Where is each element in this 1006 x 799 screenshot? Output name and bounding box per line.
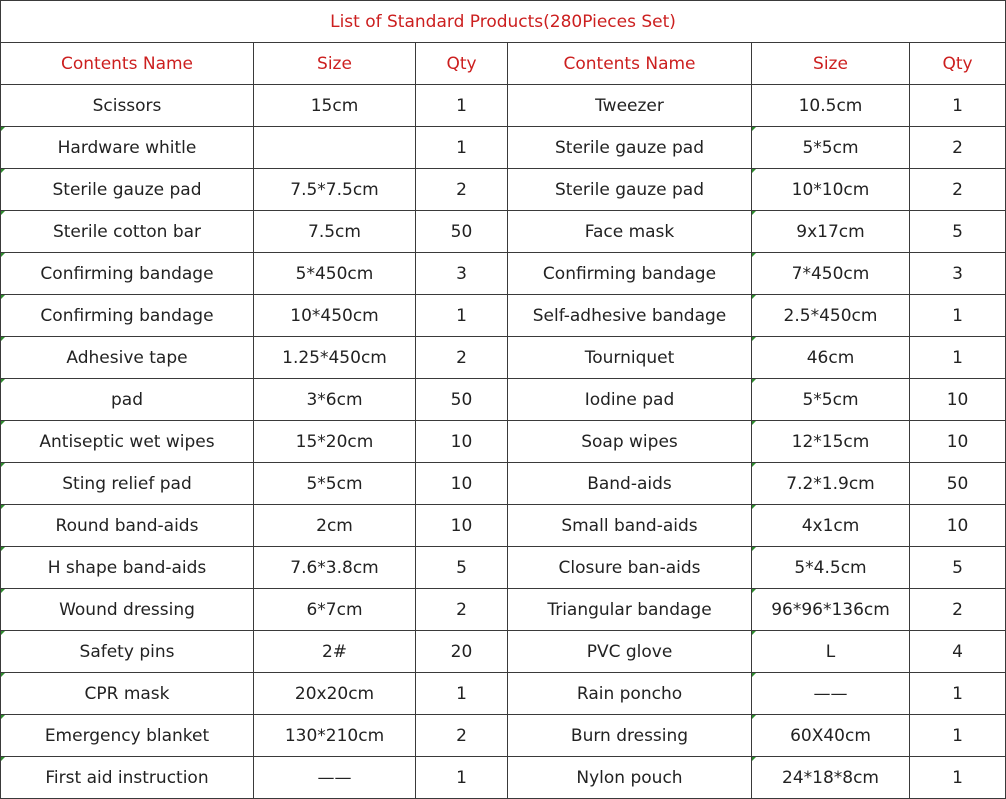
left-name-cell: Sting relief pad bbox=[1, 463, 254, 505]
table-row bbox=[1, 463, 1006, 505]
right-qty-cell: 5 bbox=[910, 547, 1006, 589]
right-qty-cell: 2 bbox=[910, 127, 1006, 169]
table-row bbox=[1, 673, 1006, 715]
table-row bbox=[1, 337, 1006, 379]
left-size-cell: 15*20cm bbox=[254, 421, 416, 463]
right-qty-cell: 2 bbox=[910, 169, 1006, 211]
left-name-cell: pad bbox=[1, 379, 254, 421]
title-row bbox=[1, 1, 1006, 43]
left-size-cell: 130*210cm bbox=[254, 715, 416, 757]
left-size-cell: 2# bbox=[254, 631, 416, 673]
table-row bbox=[1, 85, 1006, 127]
right-size-cell: 7.2*1.9cm bbox=[752, 463, 910, 505]
right-qty-cell: 10 bbox=[910, 379, 1006, 421]
right-size-cell: 96*96*136cm bbox=[752, 589, 910, 631]
table-row bbox=[1, 169, 1006, 211]
right-qty-cell: 1 bbox=[910, 337, 1006, 379]
right-qty-cell: 3 bbox=[910, 253, 1006, 295]
right-qty-cell: 1 bbox=[910, 673, 1006, 715]
left-name-cell: Sterile cotton bar bbox=[1, 211, 254, 253]
right-size-cell: 5*4.5cm bbox=[752, 547, 910, 589]
right-size-cell: 7*450cm bbox=[752, 253, 910, 295]
left-size-cell: 20x20cm bbox=[254, 673, 416, 715]
table-row bbox=[1, 253, 1006, 295]
table-row bbox=[1, 211, 1006, 253]
left-qty-cell: 1 bbox=[416, 85, 508, 127]
right-size-cell: 9x17cm bbox=[752, 211, 910, 253]
right-name-cell: Tweezer bbox=[508, 85, 752, 127]
header-contents-name-right: Contents Name bbox=[508, 43, 752, 85]
table-body bbox=[1, 1, 1006, 799]
left-name-cell: Confirming bandage bbox=[1, 253, 254, 295]
left-name-cell: Confirming bandage bbox=[1, 295, 254, 337]
left-size-cell: 10*450cm bbox=[254, 295, 416, 337]
table-row bbox=[1, 757, 1006, 799]
right-size-cell: 60X40cm bbox=[752, 715, 910, 757]
right-size-cell: 2.5*450cm bbox=[752, 295, 910, 337]
left-qty-cell: 10 bbox=[416, 505, 508, 547]
header-qty-left: Qty bbox=[416, 43, 508, 85]
right-size-cell: 12*15cm bbox=[752, 421, 910, 463]
left-qty-cell: 10 bbox=[416, 421, 508, 463]
right-size-cell: 5*5cm bbox=[752, 127, 910, 169]
left-name-cell: Hardware whitle bbox=[1, 127, 254, 169]
right-name-cell: Small band-aids bbox=[508, 505, 752, 547]
right-qty-cell: 10 bbox=[910, 505, 1006, 547]
left-name-cell: H shape band-aids bbox=[1, 547, 254, 589]
header-size-left: Size bbox=[254, 43, 416, 85]
right-name-cell: Sterile gauze pad bbox=[508, 169, 752, 211]
header-size-right: Size bbox=[752, 43, 910, 85]
right-qty-cell: 10 bbox=[910, 421, 1006, 463]
right-name-cell: Face mask bbox=[508, 211, 752, 253]
right-qty-cell: 50 bbox=[910, 463, 1006, 505]
left-qty-cell: 5 bbox=[416, 547, 508, 589]
left-qty-cell: 1 bbox=[416, 673, 508, 715]
right-name-cell: Burn dressing bbox=[508, 715, 752, 757]
left-qty-cell: 1 bbox=[416, 295, 508, 337]
right-name-cell: Closure ban-aids bbox=[508, 547, 752, 589]
header-contents-name-left: Contents Name bbox=[1, 43, 254, 85]
table-row bbox=[1, 505, 1006, 547]
table-row bbox=[1, 379, 1006, 421]
right-name-cell: Band-aids bbox=[508, 463, 752, 505]
header-qty-right: Qty bbox=[910, 43, 1006, 85]
left-qty-cell: 50 bbox=[416, 211, 508, 253]
right-name-cell: Self-adhesive bandage bbox=[508, 295, 752, 337]
right-size-cell: 46cm bbox=[752, 337, 910, 379]
left-size-cell: 5*450cm bbox=[254, 253, 416, 295]
left-size-cell: 15cm bbox=[254, 85, 416, 127]
right-size-cell: 10.5cm bbox=[752, 85, 910, 127]
left-name-cell: Safety pins bbox=[1, 631, 254, 673]
left-name-cell: Scissors bbox=[1, 85, 254, 127]
left-size-cell: 2cm bbox=[254, 505, 416, 547]
table-row bbox=[1, 547, 1006, 589]
header-row bbox=[1, 43, 1006, 85]
right-size-cell: 24*18*8cm bbox=[752, 757, 910, 799]
right-name-cell: Triangular bandage bbox=[508, 589, 752, 631]
right-qty-cell: 2 bbox=[910, 589, 1006, 631]
right-name-cell: Iodine pad bbox=[508, 379, 752, 421]
right-qty-cell: 1 bbox=[910, 757, 1006, 799]
left-qty-cell: 20 bbox=[416, 631, 508, 673]
table-row bbox=[1, 421, 1006, 463]
left-name-cell: Emergency blanket bbox=[1, 715, 254, 757]
left-size-cell: 6*7cm bbox=[254, 589, 416, 631]
left-size-cell: 3*6cm bbox=[254, 379, 416, 421]
right-qty-cell: 1 bbox=[910, 715, 1006, 757]
right-name-cell: Nylon pouch bbox=[508, 757, 752, 799]
right-qty-cell: 1 bbox=[910, 295, 1006, 337]
left-qty-cell: 1 bbox=[416, 127, 508, 169]
left-qty-cell: 1 bbox=[416, 757, 508, 799]
left-size-cell: 7.6*3.8cm bbox=[254, 547, 416, 589]
left-name-cell: Wound dressing bbox=[1, 589, 254, 631]
left-size-cell: 7.5cm bbox=[254, 211, 416, 253]
right-name-cell: Soap wipes bbox=[508, 421, 752, 463]
left-size-cell: —— bbox=[254, 757, 416, 799]
left-qty-cell: 10 bbox=[416, 463, 508, 505]
right-name-cell: Tourniquet bbox=[508, 337, 752, 379]
left-name-cell: Round band-aids bbox=[1, 505, 254, 547]
left-size-cell bbox=[254, 127, 416, 169]
left-qty-cell: 2 bbox=[416, 169, 508, 211]
right-qty-cell: 1 bbox=[910, 85, 1006, 127]
left-name-cell: Adhesive tape bbox=[1, 337, 254, 379]
right-qty-cell: 5 bbox=[910, 211, 1006, 253]
table-row bbox=[1, 631, 1006, 673]
table-row bbox=[1, 715, 1006, 757]
right-name-cell: Sterile gauze pad bbox=[508, 127, 752, 169]
right-size-cell: 10*10cm bbox=[752, 169, 910, 211]
right-name-cell: Confirming bandage bbox=[508, 253, 752, 295]
table-title: List of Standard Products(280Pieces Set) bbox=[1, 1, 1006, 43]
left-qty-cell: 2 bbox=[416, 589, 508, 631]
left-name-cell: CPR mask bbox=[1, 673, 254, 715]
left-name-cell: Antiseptic wet wipes bbox=[1, 421, 254, 463]
right-name-cell: Rain poncho bbox=[508, 673, 752, 715]
right-qty-cell: 4 bbox=[910, 631, 1006, 673]
right-size-cell: —— bbox=[752, 673, 910, 715]
left-size-cell: 5*5cm bbox=[254, 463, 416, 505]
table-row bbox=[1, 127, 1006, 169]
left-size-cell: 1.25*450cm bbox=[254, 337, 416, 379]
table-row bbox=[1, 295, 1006, 337]
left-name-cell: Sterile gauze pad bbox=[1, 169, 254, 211]
left-qty-cell: 2 bbox=[416, 337, 508, 379]
left-size-cell: 7.5*7.5cm bbox=[254, 169, 416, 211]
left-qty-cell: 3 bbox=[416, 253, 508, 295]
right-size-cell: 5*5cm bbox=[752, 379, 910, 421]
left-name-cell: First aid instruction bbox=[1, 757, 254, 799]
right-size-cell: L bbox=[752, 631, 910, 673]
right-name-cell: PVC glove bbox=[508, 631, 752, 673]
right-size-cell: 4x1cm bbox=[752, 505, 910, 547]
left-qty-cell: 50 bbox=[416, 379, 508, 421]
table-row bbox=[1, 589, 1006, 631]
left-qty-cell: 2 bbox=[416, 715, 508, 757]
